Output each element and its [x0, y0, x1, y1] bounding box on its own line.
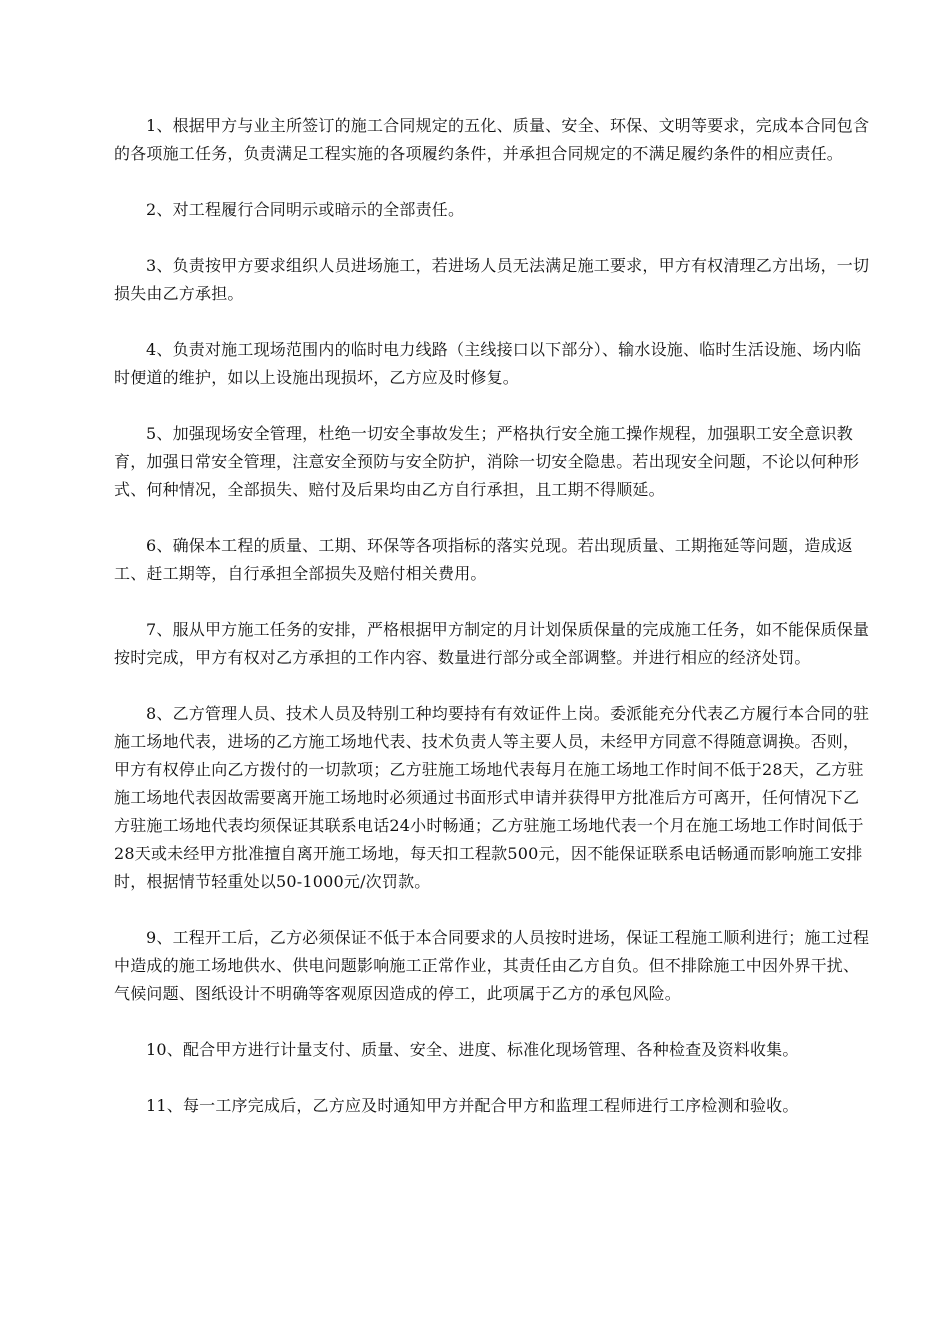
clause-paragraph-11: 11、每一工序完成后，乙方应及时通知甲方并配合甲方和监理工程师进行工序检测和验收。 — [146, 1096, 799, 1115]
clause-paragraph-9: 9、工程开工后，乙方必须保证不低于本合同要求的人员按时进场，保证工程施工顺利进行；施工过程中造成的施工场地供水、供电问题影响施工正常作业，其责任由乙方自负。但不排除施工中因外界干扰、气候问题、图纸设计不明确等客观原因造成的停工，此项属于乙方的承包风险。 — [114, 928, 870, 1003]
clause-paragraph-4: 4、负责对施工现场范围内的临时电力线路（主线接口以下部分）、输水设施、临时生活设施、场内临时便道的维护，如以上设施出现损坏，乙方应及时修复。 — [114, 340, 862, 387]
clause-paragraph-2: 2、对工程履行合同明示或暗示的全部责任。 — [146, 200, 465, 219]
clause-paragraph-6: 6、确保本工程的质量、工期、环保等各项指标的落实兑现。若出现质量、工期拖延等问题，造成返工、赶工期等，自行承担全部损失及赔付相关费用。 — [114, 536, 853, 583]
clause-paragraph-3: 3、负责按甲方要求组织人员进场施工，若进场人员无法满足施工要求，甲方有权清理乙方出场，一切损失由乙方承担。 — [114, 256, 870, 303]
clause-paragraph-10: 10、配合甲方进行计量支付、质量、安全、进度、标准化现场管理、各种检查及资料收集。 — [146, 1040, 799, 1059]
clause-paragraph-5: 5、加强现场安全管理，杜绝一切安全事故发生；严格执行安全施工操作规程，加强职工安全意识教育，加强日常安全管理，注意安全预防与安全防护，消除一切安全隐患。若出现安全问题，不论以何种形式、何种情况，全部损失、赔付及后果均由乙方自行承担，且工期不得顺延。 — [114, 424, 860, 499]
document-body — [114, 112, 871, 1148]
clause-paragraph-8: 8、乙方管理人员、技术人员及特别工种均要持有有效证件上岗。委派能充分代表乙方履行本合同的驻施工场地代表，进场的乙方施工场地代表、技术负责人等主要人员，未经甲方同意不得随意调换。否则，甲方有权停止向乙方拨付的一切款项；乙方驻施工场地代表每月在施工场地工作时间不低于28天，乙方驻施工场地代表因故需要离开施工场地时必须通过书面形式申请并获得甲方批准后方可离开，任何情况下乙方驻施工场地代表均须保证其联系电话24小时畅通；乙方驻施工场地代表一个月在施工场地工作时间低于28天或未经甲方批准擅自离开施工场地，每天扣工程款500元，因不能保证联系电话畅通而影响施工安排时，根据情节轻重处以50-1000元/次罚款。 — [114, 704, 870, 891]
clause-paragraph-7: 7、服从甲方施工任务的安排，严格根据甲方制定的月计划保质保量的完成施工任务，如不能保质保量按时完成，甲方有权对乙方承担的工作内容、数量进行部分或全部调整。并进行相应的经济处罚。 — [114, 620, 870, 667]
clause-paragraph-1: 1、根据甲方与业主所签订的施工合同规定的五化、质量、安全、环保、文明等要求，完成本合同包含的各项施工任务，负责满足工程实施的各项履约条件，并承担合同规定的不满足履约条件的相应责任。 — [114, 116, 870, 163]
